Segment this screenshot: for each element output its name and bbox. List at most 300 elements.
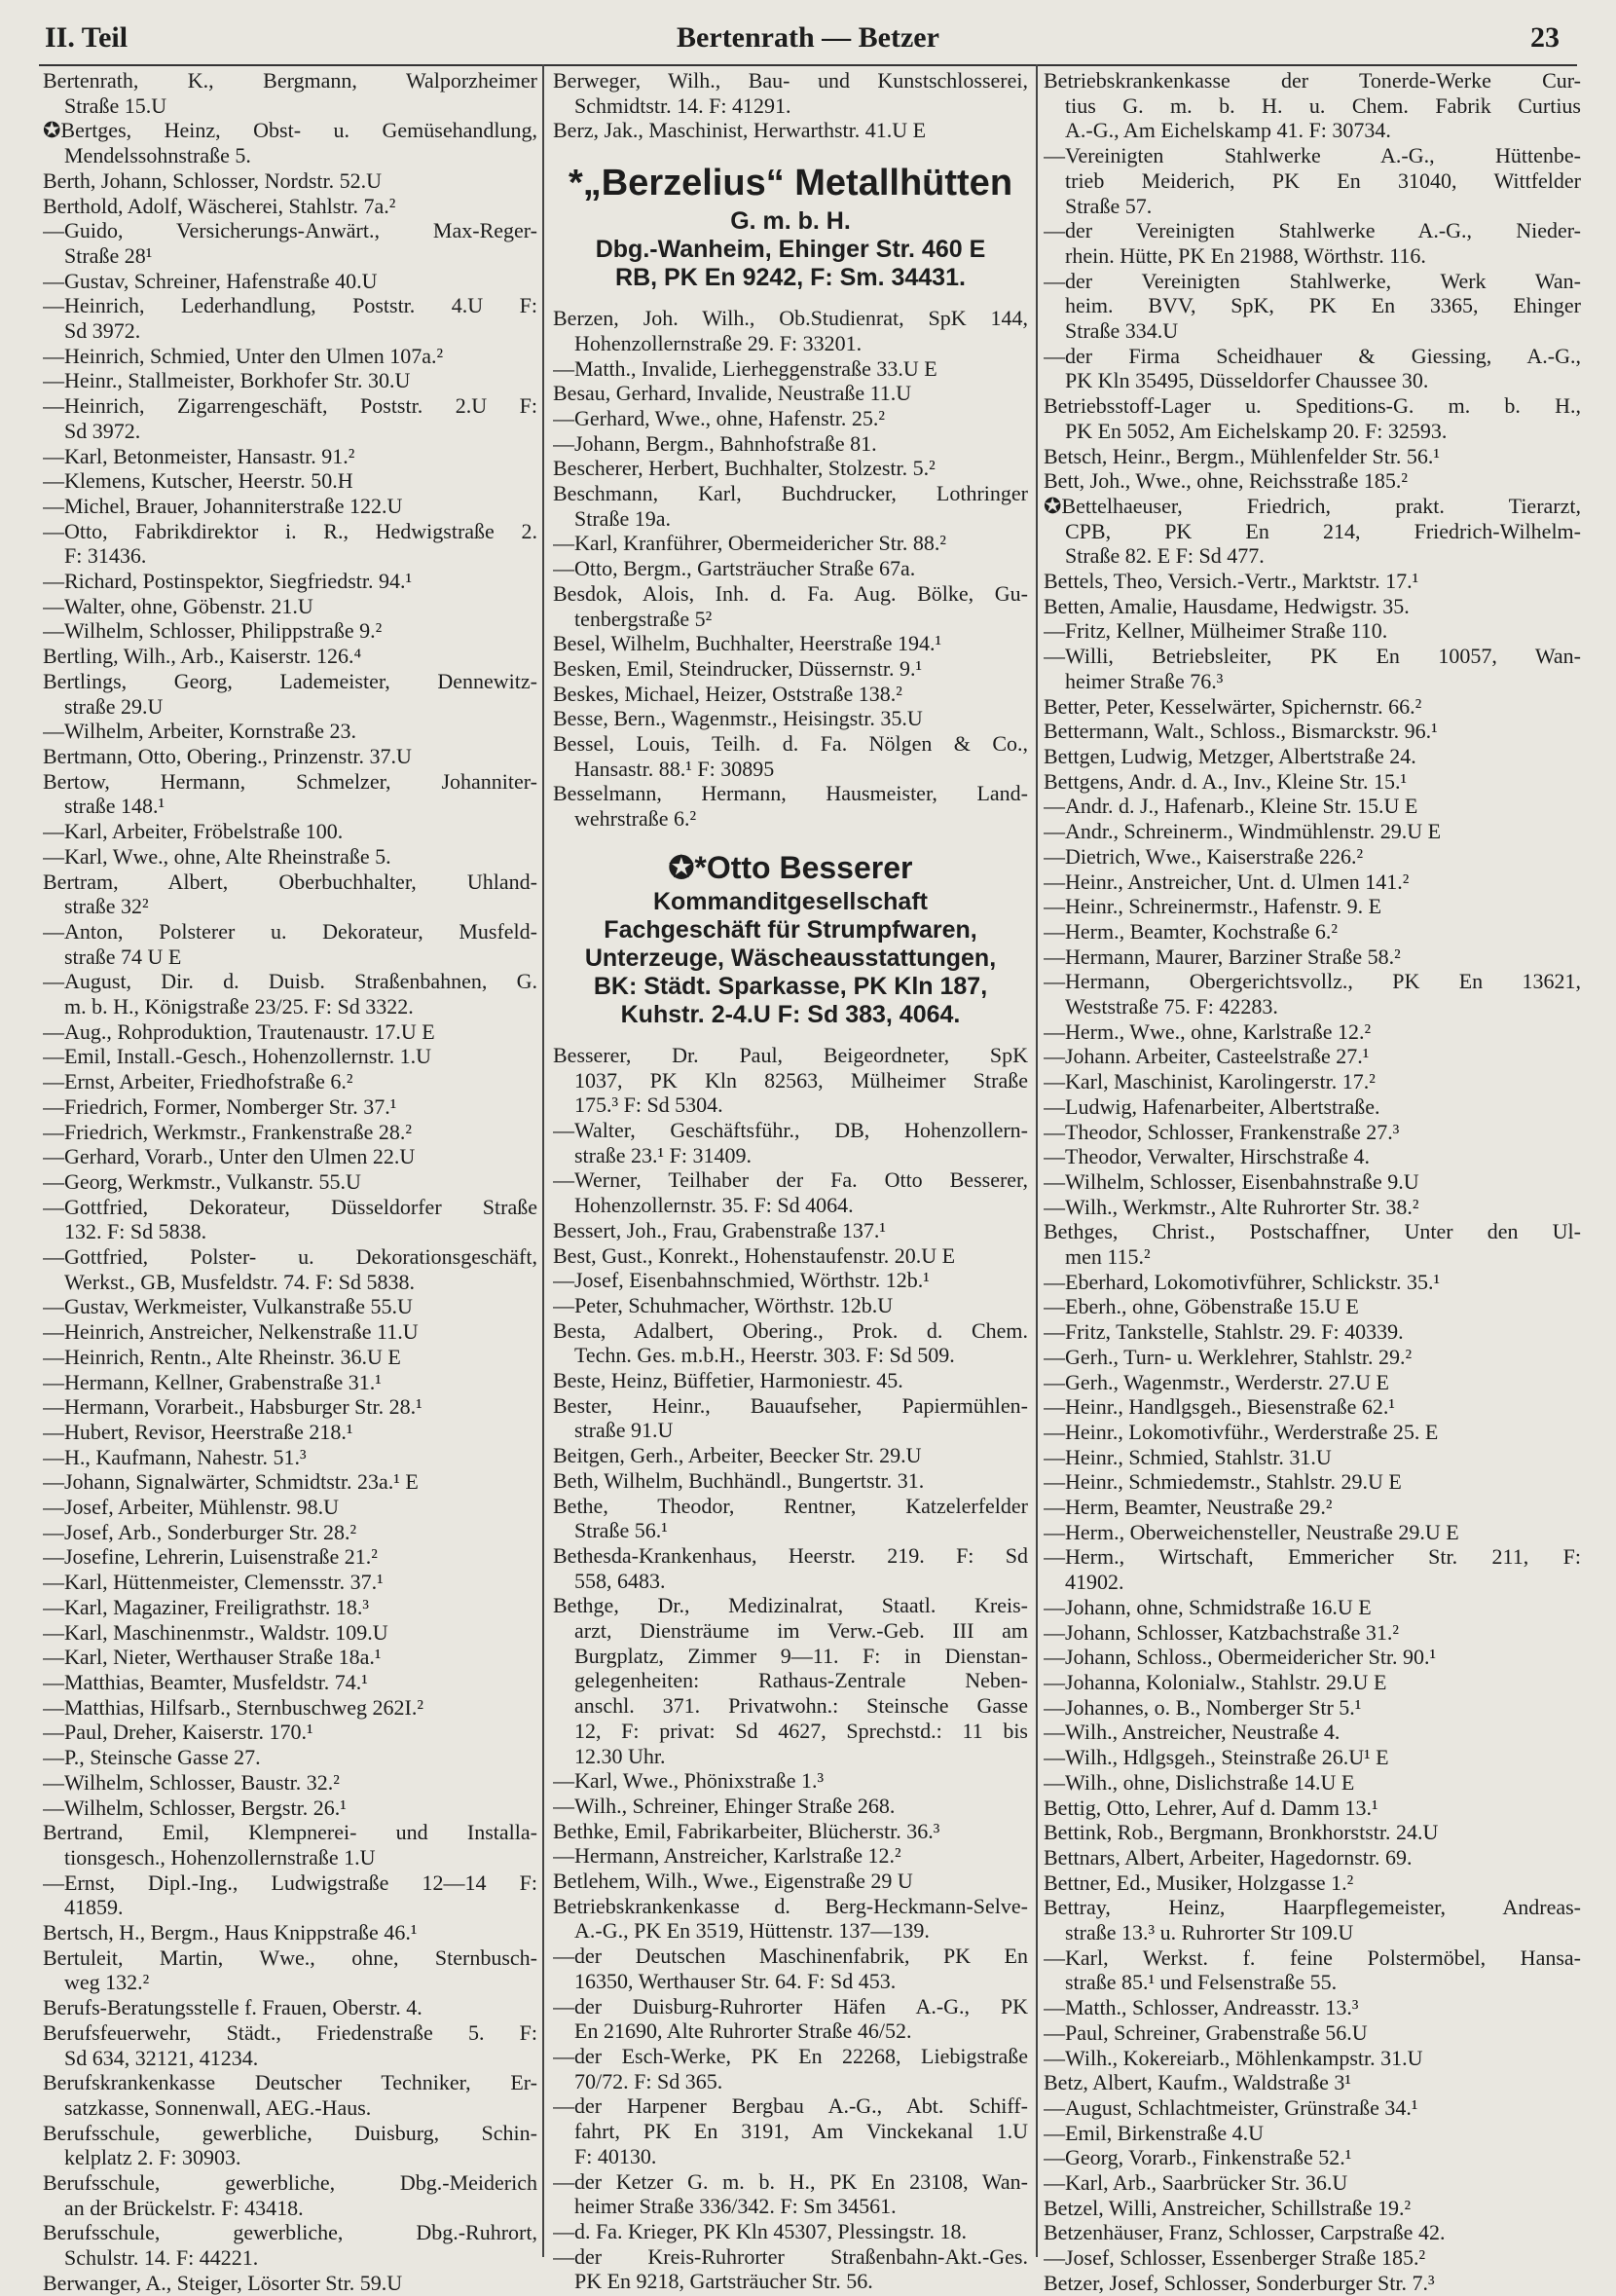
directory-entry [43,819,537,844]
directory-entry [553,1468,1028,1494]
entry-line: F: 40130. [574,2143,657,2168]
entry-line: —Josefine, Lehrerin, Luisenstraße 21.² [43,1544,378,1570]
entry-line: —Paul, Dreher, Kaiserstr. 170.¹ [43,1720,313,1745]
entry-line: —Hermann, Vorarbeit., Habsburger Str. 28.¹ [43,1394,422,1420]
directory-entry [553,731,1028,781]
entry-line: —Karl, Arbeiter, Fröbelstraße 100. [43,819,344,844]
entry-line: —Karl, Betonmeister, Hansastr. 91.² [43,443,355,468]
entry-line: Bett, Joh., Wwe., ohne, Reichsstraße 185.² [1044,468,1409,494]
directory-entry [1044,594,1581,619]
directory-entry [553,1243,1028,1269]
entry-line: Schmidtstr. 14. F: 41291. [574,93,791,118]
entry-line: Hansastr. 88.¹ F: 30895 [574,756,775,781]
ad-line: Dbg.-Wanheim, Ehinger Str. 460 E [595,236,986,264]
directory-entry [43,168,537,194]
directory-entry [1044,1645,1581,1670]
entry-line: Berthold, Adolf, Wäscherei, Stahlstr. 7a.² [43,193,396,218]
entry-line: —Johann, Signalwärter, Schmidtstr. 23a.¹ E [43,1469,419,1495]
entry-line: Bettgens, Andr. d. A., Inv., Kleine Str. 15.¹ [1044,768,1408,794]
directory-entry [43,194,537,219]
entry-line: —der Kreis-Ruhrorter Straßenbahn-Akt.-Ges. [553,2243,1028,2269]
directory-entry [1044,744,1581,769]
directory-entry [553,1293,1028,1318]
ad-line: Kuhstr. 2-4.U F: Sd 383, 4064. [620,1000,961,1028]
entry-line: —Wilhelm, Schlosser, Bergstr. 26.¹ [43,1795,347,1820]
directory-entry [553,2244,1028,2294]
directory-entry [1044,1219,1581,1269]
directory-entry [43,1770,537,1796]
directory-entry [553,1167,1028,1217]
entry-line: Burgplatz, Zimmer 9—11. F: in Dienstan- [574,1643,1028,1668]
entry-line: weg 132.² [64,1970,150,1995]
directory-entry [43,1144,537,1169]
entry-line: —Andr., Schreinerm., Windmühlenstr. 29.U E [1044,819,1442,844]
entry-line: —Hermann, Maurer, Barziner Straße 58.² [1044,944,1401,969]
entry-line: Bertrand, Emil, Klempnerei- und Installa- [43,1820,537,1845]
entry-line: Betlehem, Wilh., Wwe., Eigenstraße 29 U [553,1869,913,1894]
directory-entry [553,306,1028,355]
entry-line: Betsch, Heinr., Bergm., Mühlenfelder Str. 56.¹ [1044,443,1441,468]
entry-line: —Gottfried, Dekorateur, Düsseldorfer Straße [43,1194,537,1219]
directory-entry [553,1494,1028,1543]
entry-line: —der Harpener Bergbau A.-G., Abt. Schiff- [553,2093,1028,2119]
directory-entry [553,2093,1028,2168]
entry-line: —Karl, Nieter, Werthauser Straße 18a.¹ [43,1645,382,1670]
entry-line: gelegenheiten: Rathaus-Zentrale Neben- [574,1668,1028,1693]
entry-line: —Andr. d. J., Hafenarb., Kleine Str. 15.U E [1044,794,1418,819]
directory-entry [43,644,537,669]
entry-line: 70/72. F: Sd 365. [574,2068,723,2093]
entry-line: PK Kln 35495, Düsseldorfer Chaussee 30. [1065,368,1429,393]
entry-line: straße 29.U [64,693,164,719]
entry-line: Bertuleit, Martin, Wwe., ohne, Sternbusch- [43,1944,537,1970]
directory-entry [1044,1394,1581,1420]
directory-entry [43,393,537,443]
directory-entry [43,1620,537,1646]
column-divider [1036,64,1038,2257]
directory-entry [1044,694,1581,720]
directory-entry [43,1445,537,1470]
entry-line: Besse, Bern., Wagenmstr., Heisingstr. 35.U [553,706,923,731]
directory-entry [1044,1720,1581,1745]
directory-entry [1044,269,1581,344]
directory-entry [1044,1845,1581,1870]
directory-entry [553,2219,1028,2244]
entry-line: Straße 15.U [64,93,167,118]
entry-line: Besselmann, Hermann, Hausmeister, Land- [553,781,1028,806]
entry-line: —Herm., Oberweichensteller, Neustraße 29.U E [1044,1519,1459,1544]
directory-entry [43,669,537,719]
advertisement [553,847,1028,1029]
directory-entry [1044,794,1581,819]
entry-line: —Johann, Schloss., Obermeidericher Str. 90.¹ [1044,1645,1437,1670]
directory-entry [1044,1270,1581,1295]
entry-line: Besserer, Dr. Paul, Beigeordneter, SpK [553,1042,1028,1067]
entry-line: 41859. [64,1895,124,1920]
directory-entry [553,2044,1028,2093]
entry-line: —Hubert, Revisor, Heerstraße 218.¹ [43,1419,353,1444]
directory-entry [1044,919,1581,944]
entry-line: Berweger, Wilh., Bau- und Kunstschlosserei, [553,68,1028,93]
entry-line: —Heinr., Schreinermstr., Hafenstr. 9. E [1044,894,1382,919]
entry-line: Hohenzollernstraße 29. F: 33201. [574,330,863,355]
entry-line: —der Deutschen Maschinenfabrik, PK En [553,1944,1028,1969]
directory-entry [43,1469,537,1495]
entry-line: Straße 19a. [574,505,671,531]
entry-line: Straße 56.¹ [574,1518,668,1543]
entry-line: —d. Fa. Krieger, PK Kln 45307, Plessingstr. 18. [553,2218,968,2243]
directory-entry [1044,2020,1581,2046]
entry-line: —Friedrich, Werkmstr., Frankenstraße 28.² [43,1119,412,1144]
entry-line: —Heinr., Lokomotivführ., Werderstraße 25. E [1044,1419,1439,1444]
entry-line: Techn. Ges. m.b.H., Heerstr. 303. F: Sd 509. [574,1343,955,1368]
directory-entry [1044,819,1581,844]
entry-line: —Gerhard, Vorarb., Unter den Ulmen 22.U [43,1144,416,1169]
directory-entry [43,1820,537,1870]
entry-line: Berufs-Beratungsstelle f. Frauen, Oberstr. 4. [43,1995,422,2020]
entry-line: PK En 5052, Am Eichelskamp 20. F: 32593. [1065,418,1448,443]
entry-line: —Heinrich, Anstreicher, Nelkenstraße 11.U [43,1319,419,1345]
directory-entry [43,870,537,919]
directory-entry [43,218,537,268]
entry-line: —August, Schlachtmeister, Grünstraße 34.¹ [1044,2094,1418,2120]
entry-line: —Willi, Betriebsleiter, PK En 10057, Wan- [1044,644,1581,669]
directory-entry [43,1169,537,1195]
directory-entry [43,1244,537,1294]
entry-line: Betzel, Willi, Anstreicher, Schillstraße 19.² [1044,2195,1412,2220]
entry-line: —Karl, Magaziner, Freiligrathstr. 18.³ [43,1594,370,1619]
entry-line: Berwanger, A., Steiger, Lösorter Str. 59.U [43,2270,403,2295]
entry-line: anschl. 371. Privatwohn.: Steinsche Gasse [574,1693,1028,1719]
directory-entry [43,769,537,819]
directory-entry [43,1495,537,1520]
entry-line: Besken, Emil, Steindrucker, Düssernstr. 9.¹ [553,655,923,681]
entry-line: Betzer, Josef, Schlosser, Sonderburger Str. 7.³ [1044,2270,1435,2295]
entry-line: —der Vereinigten Stahlwerke A.-G., Nieder- [1044,218,1581,243]
directory-entry [1044,1169,1581,1195]
entry-line: straße 91.U [574,1418,674,1443]
entry-line: —Wilhelm, Schlosser, Philippstraße 9.² [43,618,383,644]
entry-line: —Matthias, Beamter, Musfeldstr. 74.¹ [43,1670,368,1694]
entry-line: —Karl, Maschinist, Karolingerstr. 17.² [1044,1069,1376,1094]
directory-entry [1044,2121,1581,2146]
entry-line: Bethges, Christ., Postschaffner, Unter den Ul- [1044,1219,1581,1244]
directory-entry [43,919,537,969]
entry-line: A.-G., PK En 3519, Hüttenstr. 137—139. [574,1918,930,1944]
entry-line: an der Brückelstr. F: 43418. [64,2195,304,2220]
entry-line: Betriebsstoff-Lager u. Speditions-G. m. b. H., [1044,393,1581,419]
directory-entry [43,368,537,393]
entry-line: 12, F: privat: Sd 4627, Sprechstd.: 11 bis [574,1718,1028,1743]
directory-entry [43,1595,537,1620]
directory-entry [1044,618,1581,644]
directory-entry [1044,1870,1581,1896]
directory-entry [43,2271,537,2296]
directory-entry [553,1268,1028,1293]
directory-entry [43,1319,537,1345]
entry-line: —Herm., Wirtschaft, Emmericher Str. 211, F: [1044,1544,1581,1570]
entry-line: —Walter, ohne, Göbenstr. 21.U [43,593,313,618]
entry-line: —Emil, Birkenstraße 4.U [1044,2120,1265,2145]
entry-line: Bertram, Albert, Oberbuchhalter, Uhland- [43,869,537,894]
directory-entry [43,1995,537,2020]
directory-entry [1044,1945,1581,1995]
directory-entry [43,1195,537,1244]
entry-line: satzkasse, Sonnenwall, AEG.-Haus. [64,2094,372,2120]
directory-entry [1044,1895,1581,1944]
entry-line: —Karl, Wwe., ohne, Alte Rheinstraße 5. [43,843,391,869]
entry-line: —der Esch-Werke, PK En 22268, Liebigstraße [553,2044,1028,2068]
directory-entry [43,719,537,744]
directory-entry [1044,2070,1581,2095]
directory-entry [553,1869,1028,1894]
directory-entry [1044,569,1581,594]
directory-entry [43,2020,537,2070]
entry-line: rhein. Hütte, PK En 21988, Wörthstr. 116. [1065,242,1426,268]
directory-entry [1044,1144,1581,1169]
directory-entry [1044,1195,1581,1220]
directory-entry [553,656,1028,682]
entry-line: ✪Bettelhaeuser, Friedrich, prakt. Tierarzt, [1044,493,1581,518]
entry-line: straße 23.¹ F: 31409. [574,1142,752,1167]
directory-entry [43,2121,537,2170]
directory-entry [553,1768,1028,1794]
entry-line: Berz, Jak., Maschinist, Herwarthstr. 41.U E [553,118,927,143]
entry-line: —Johann, Bergm., Bahnhofstraße 81. [553,430,877,456]
directory-entry [1044,1595,1581,1620]
entry-line: —P., Steinsche Gasse 27. [43,1745,261,1770]
directory-entry [43,118,537,167]
entry-line: Sd 634, 32121, 41234. [64,2045,259,2070]
entry-line: Bertmann, Otto, Obering., Prinzenstr. 37.U [43,743,412,768]
directory-entry [43,594,537,619]
header-rule [39,64,1577,66]
entry-line: —Dietrich, Wwe., Kaiserstraße 226.² [1044,843,1364,869]
directory-entry [43,293,537,343]
directory-entry [553,118,1028,143]
entry-line: —Anton, Polsterer u. Dekorateur, Musfeld- [43,918,537,944]
directory-entry [1044,2220,1581,2245]
entry-line: F: 31436. [64,543,147,569]
directory-entry [553,1318,1028,1368]
entry-line: —Josef, Schlosser, Essenberger Straße 185.² [1044,2245,1426,2271]
directory-entry [1044,444,1581,469]
entry-line: —Paul, Schreiner, Grabenstraße 56.U [1044,2019,1368,2045]
directory-entry [553,1593,1028,1768]
entry-line: —Heinr., Schmied, Stahlstr. 31.U [1044,1444,1332,1469]
directory-entry [43,468,537,494]
entry-line: m. b. H., Königstraße 23/25. F: Sd 3322. [64,994,414,1019]
entry-line: Straße 334.U [1065,318,1179,344]
entry-line: —Theodor, Verwalter, Hirschstraße 4. [1044,1144,1371,1169]
entry-line: straße 32² [64,894,149,919]
entry-line: —Gustav, Werkmeister, Vulkanstraße 55.U [43,1294,413,1319]
directory-entry [553,1043,1028,1118]
directory-entry [1044,844,1581,870]
directory-entry [1044,969,1581,1018]
entry-line: 558, 6483. [574,1568,666,1593]
entry-line: —Hermann, Anstreicher, Karlstraße 12.² [553,1843,901,1869]
directory-entry [43,1945,537,1995]
entry-line: —Emil, Install.-Gesch., Hohenzollernstr. 1.U [43,1044,431,1069]
directory-entry [1044,1770,1581,1796]
entry-line: wehrstraße 6.² [574,806,697,832]
entry-line: —Heinrich, Schmied, Unter den Ulmen 107a.² [43,343,444,368]
entry-line: —Heinr., Schmiedemstr., Stahlstr. 29.U E [1044,1469,1402,1495]
entry-line: trieb Meiderich, PK En 31040, Wittfelder [1065,167,1581,193]
entry-line: Better, Peter, Kesselwärter, Spichernstr. 66.² [1044,693,1422,719]
directory-entry [553,581,1028,631]
entry-line: —Vereinigten Stahlwerke A.-G., Hüttenbe- [1044,143,1581,168]
entry-line: —Josef, Eisenbahnschmied, Wörthstr. 12b.¹ [553,1268,930,1293]
entry-line: —Gerhard, Wwe., ohne, Hafenstr. 25.² [553,405,885,430]
ad-title: *„Berzelius“ Metallhütten [568,163,1013,204]
entry-line: —Georg, Vorarb., Finkenstraße 52.¹ [1044,2145,1352,2170]
entry-line: —Gerh., Wagenmstr., Werderstr. 27.U E [1044,1369,1389,1394]
directory-entry [1044,894,1581,919]
directory-entry [43,1720,537,1745]
entry-line: —Heinrich, Zigarrengeschäft, Poststr. 2.U F: [43,393,537,419]
entry-line: Beschmann, Karl, Buchdrucker, Lothringer [553,481,1028,506]
directory-entry [43,1920,537,1945]
entry-line: En 21690, Alte Ruhrorter Straße 46/52. [574,2018,912,2044]
directory-entry [1044,2046,1581,2071]
directory-entry [1044,719,1581,744]
entry-line: —Heinr., Handlgsgeh., Biesenstraße 62.¹ [1044,1394,1395,1420]
entry-line: —Eberhard, Lokomotivführer, Schlickstr. 35.¹ [1044,1269,1441,1294]
directory-entry [43,1345,537,1370]
entry-line: Bertenrath, K., Bergmann, Walporzheimer [43,68,537,93]
entry-line: ✪Bertges, Heinz, Obst- u. Gemüsehandlung, [43,118,537,143]
column-2 [553,68,1028,2294]
entry-line: 1037, PK Kln 82563, Mülheimer Straße [574,1067,1028,1092]
directory-entry [1044,1345,1581,1370]
directory-entry [43,1745,537,1770]
entry-line: —Wilhelm, Arbeiter, Kornstraße 23. [43,719,357,744]
directory-entry [43,844,537,870]
entry-line: —Wilh., Kokereiarb., Möhlenkampstr. 31.U [1044,2045,1423,2070]
entry-line: —Hermann, Obergerichtsvollz., PK En 13621, [1044,969,1581,994]
entry-line: 41902. [1065,1570,1124,1595]
directory-entry [553,1368,1028,1393]
entry-line: heim. BVV, SpK, PK En 3365, Ehinger [1065,293,1581,318]
directory-entry [43,1796,537,1821]
directory-entry [1044,1294,1581,1319]
entry-line: arzt, Diensträume im Verw.-Geb. III am [574,1618,1028,1644]
ad-line: BK: Städt. Sparkasse, PK Kln 187, [593,972,988,1000]
directory-entry [553,1218,1028,1243]
entry-line: Straße 28¹ [64,242,153,268]
entry-line: —Karl, Kranführer, Obermeidericher Str. 88.² [553,531,947,556]
entry-line: Bertlings, Georg, Lademeister, Dennewitz- [43,668,537,693]
directory-entry [553,481,1028,531]
entry-line: Bettray, Heinz, Haarpflegemeister, Andreas- [1044,1895,1581,1920]
directory-entry [553,1944,1028,1993]
directory-entry [43,1670,537,1695]
directory-entry [43,2070,537,2120]
entry-line: Besel, Wilhelm, Buchhalter, Heerstraße 194.¹ [553,631,942,656]
entry-line: 16350, Werthauser Str. 64. F: Sd 453. [574,1968,897,1993]
directory-entry [553,431,1028,457]
entry-line: —Otto, Fabrikdirektor i. R., Hedwigstraße 2. [43,518,537,543]
entry-line: —Gerh., Turn- u. Werklehrer, Stahlstr. 29.² [1044,1344,1413,1369]
entry-line: —Peter, Schuhmacher, Wörthstr. 12b.U [553,1292,894,1317]
entry-line: Bethke, Emil, Fabrikarbeiter, Blücherstr. 36.³ [553,1818,940,1843]
entry-line: Beskes, Michael, Heizer, Oststraße 138.² [553,681,902,706]
directory-entry [1044,218,1581,268]
entry-line: 132. F: Sd 5838. [64,1219,207,1244]
directory-entry [43,744,537,769]
entry-line: —Johann, ohne, Schmidstraße 16.U E [1044,1594,1372,1619]
entry-line: straße 148.¹ [64,794,165,819]
directory-entry [1044,1319,1581,1345]
entry-line: Straße 57. [1065,193,1153,218]
entry-line: —Herm., Wwe., ohne, Karlstraße 12.² [1044,1018,1372,1044]
entry-line: Bethesda-Krankenhaus, Heerstr. 219. F: Sd [553,1542,1028,1568]
entry-line: Weststraße 75. F: 42283. [1065,994,1278,1019]
directory-entry [43,2220,537,2270]
entry-line: Bethge, Dr., Medizinalrat, Staatl. Kreis- [553,1593,1028,1618]
entry-line: Berufsschule, gewerbliche, Dbg.-Ruhrort, [43,2220,537,2245]
directory-entry [43,1120,537,1145]
entry-line: —Fritz, Kellner, Mülheimer Straße 110. [1044,618,1388,644]
directory-entry [43,1019,537,1045]
directory-entry [43,1870,537,1920]
directory-entry [553,456,1028,481]
directory-entry [43,2170,537,2220]
entry-line: CPB, PK En 214, Friedrich-Wilhelm- [1065,518,1581,543]
directory-entry [1044,1495,1581,1520]
entry-line: straße 13.³ u. Ruhrorter Str 109.U [1065,1920,1354,1945]
entry-line: —Michel, Brauer, Johanniterstraße 122.U [43,493,403,518]
entry-line: —Ernst, Dipl.-Ing., Ludwigstraße 12—14 F: [43,1870,537,1895]
directory-entry [1044,644,1581,693]
entry-line: 175.³ F: Sd 5304. [574,1092,723,1118]
directory-entry [1044,2271,1581,2296]
directory-entry [553,1994,1028,2044]
ad-line: Unterzeuge, Wäscheausstattungen, [584,944,997,972]
directory-entry [43,519,537,569]
part-label: II. Teil [45,21,129,54]
entry-line: Bessert, Joh., Frau, Grabenstraße 137.¹ [553,1217,887,1242]
entry-line: —Friedrich, Former, Nomberger Str. 37.¹ [43,1093,397,1119]
entry-line: —der Firma Scheidhauer & Giessing, A.-G., [1044,343,1581,368]
entry-line: —Matth., Invalide, Lierheggenstraße 33.U E [553,355,937,381]
entry-line: Besdok, Alois, Inh. d. Fa. Aug. Bölke, Gu- [553,580,1028,606]
entry-line: Bettner, Ed., Musiker, Holzgasse 1.² [1044,1870,1354,1895]
entry-line: —der Vereinigten Stahlwerke, Werk Wan- [1044,268,1581,293]
entry-line: Betzenhäuser, Franz, Schlosser, Carpstraße 42. [1044,2220,1446,2245]
directory-entry [43,1695,537,1721]
directory-entry [553,531,1028,556]
directory-entry [1044,143,1581,218]
directory-entry [43,618,537,644]
entry-line: Sd 3972. [64,318,141,344]
directory-entry [43,1420,537,1445]
entry-line: Beste, Heinz, Büffetier, Harmoniestr. 45. [553,1368,903,1393]
entry-line: —Herm., Beamter, Kochstraße 6.² [1044,918,1339,944]
entry-line: —Georg, Werkmstr., Vulkanstr. 55.U [43,1168,361,1194]
page-number: 23 [1530,21,1560,54]
entry-line: PK En 9218, Gartsträucher Str. 56. [574,2269,873,2294]
directory-entry [1044,2245,1581,2271]
directory-entry [553,1118,1028,1167]
entry-line: Best, Gust., Konrekt., Hohenstaufenstr. 20.U E [553,1242,956,1268]
directory-entry [1044,1820,1581,1845]
entry-line: Werkst., GB, Musfeldstr. 74. F: Sd 5838. [64,1269,416,1294]
entry-line: —Wilh., ohne, Dislichstraße 14.U E [1044,1769,1355,1795]
column-divider [542,64,544,2257]
